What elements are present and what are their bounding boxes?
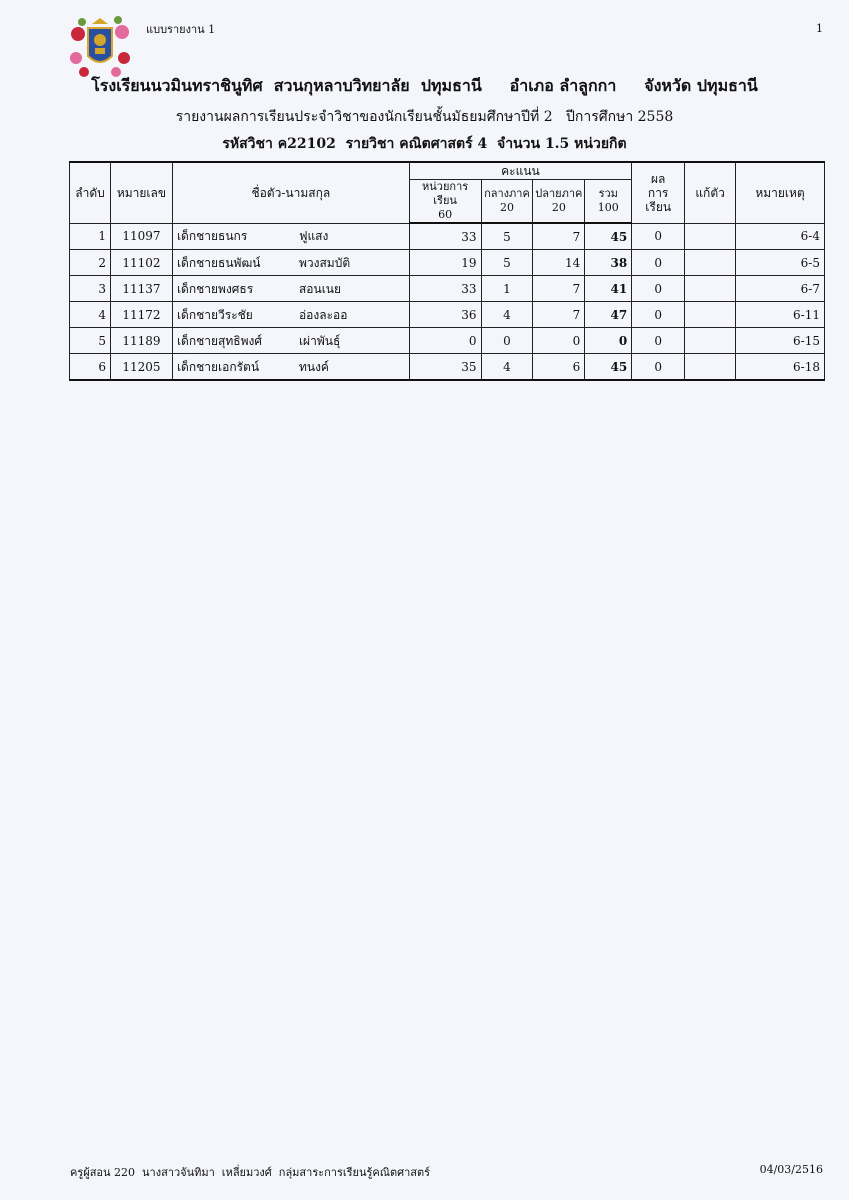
student-last-name: ฟูแสง: [298, 229, 329, 244]
table-row: [70, 328, 825, 354]
cell-id: 11137: [110, 276, 172, 302]
table-row: [70, 354, 825, 381]
cell-name: [172, 328, 409, 354]
cell-result: 0: [632, 223, 685, 250]
cell-unit-score: 19: [409, 250, 481, 276]
cell-midterm-score: 1: [481, 276, 533, 302]
cell-unit-score: 33: [409, 223, 481, 250]
header-midterm-max: 20: [499, 201, 514, 214]
cell-final-score: 6: [533, 354, 585, 381]
header-final-score: [533, 180, 585, 224]
header-final-max: 20: [551, 201, 566, 214]
cell-unit-score: 33: [409, 276, 481, 302]
cell-name: [172, 302, 409, 328]
header-final-label: ปลายภาค: [535, 187, 583, 200]
cell-order: 1: [70, 223, 111, 250]
cell-unit-score: 36: [409, 302, 481, 328]
cell-unit-score: 0: [409, 328, 481, 354]
student-first-name: เด็กชายสุทธิพงศ์: [176, 333, 262, 348]
cell-total-score: 38: [585, 250, 632, 276]
header-order: ลำดับ: [70, 162, 111, 223]
cell-midterm-score: 5: [481, 250, 533, 276]
cell-name: [172, 276, 409, 302]
header-result: [632, 162, 685, 223]
student-first-name: เด็กชายพงศธร: [176, 281, 254, 296]
cell-total-score: 45: [585, 223, 632, 250]
cell-total-score: 45: [585, 354, 632, 381]
cell-note: 6-18: [736, 354, 825, 381]
cell-note: 6-11: [736, 302, 825, 328]
cell-midterm-score: 4: [481, 302, 533, 328]
print-date: 04/03/2516: [759, 1163, 823, 1176]
cell-note: 6-5: [736, 250, 825, 276]
header-result-line1: ผล: [650, 171, 666, 186]
cell-id: 11097: [110, 223, 172, 250]
cell-name: [172, 354, 409, 381]
cell-id: 11172: [110, 302, 172, 328]
student-last-name: สอนเนย: [298, 281, 342, 296]
cell-unit-score: 35: [409, 354, 481, 381]
header-midterm-score: [481, 180, 533, 224]
cell-final-score: 14: [533, 250, 585, 276]
cell-result: 0: [632, 328, 685, 354]
header-score-group: คะแนน: [409, 162, 632, 180]
cell-note: 6-7: [736, 276, 825, 302]
header-total-score: [585, 180, 632, 224]
student-last-name: อ่องละออ: [298, 307, 348, 322]
school-emblem-logo: [68, 14, 132, 80]
cell-midterm-score: 5: [481, 223, 533, 250]
form-label: แบบรายงาน 1: [146, 23, 216, 36]
cell-retake: [685, 250, 736, 276]
page-number: 1: [816, 22, 823, 35]
student-first-name: เด็กชายธนพัฒน์: [176, 255, 261, 270]
cell-retake: [685, 354, 736, 381]
course-info: รหัสวิชา ค22102 รายวิชา คณิตศาสตร์ 4 จำนวน 1.5 หน่วยกิต: [222, 136, 627, 152]
cell-result: 0: [632, 354, 685, 381]
cell-id: 11205: [110, 354, 172, 381]
cell-result: 0: [632, 302, 685, 328]
cell-order: 3: [70, 276, 111, 302]
cell-order: 4: [70, 302, 111, 328]
cell-final-score: 7: [533, 276, 585, 302]
header-retake: แก้ตัว: [685, 162, 736, 223]
student-last-name: ทนงค์: [298, 359, 329, 374]
header-total-label: รวม: [598, 187, 618, 200]
cell-result: 0: [632, 250, 685, 276]
cell-id: 11189: [110, 328, 172, 354]
cell-note: 6-15: [736, 328, 825, 354]
cell-midterm-score: 4: [481, 354, 533, 381]
grades-table: [69, 161, 825, 381]
header-id: หมายเลข: [110, 162, 172, 223]
cell-id: 11102: [110, 250, 172, 276]
header-result-line2: การเรียน: [645, 185, 672, 214]
cell-final-score: 7: [533, 302, 585, 328]
header-midterm-label: กลางภาค: [484, 187, 530, 200]
header-name: ชื่อตัว-นามสกุล: [172, 162, 409, 223]
cell-name: [172, 250, 409, 276]
header-unit-score: [409, 180, 481, 224]
cell-retake: [685, 328, 736, 354]
school-title: โรงเรียนนวมินทราชินูทิศ สวนกุหลาบวิทยาลัย ปทุมธานี อำเภอ ลำลูกกา จังหวัด ปทุมธานี: [91, 76, 758, 95]
cell-order: 6: [70, 354, 111, 381]
cell-name: [172, 223, 409, 250]
student-first-name: เด็กชายเอกรัตน์: [176, 359, 260, 374]
table-row: [70, 276, 825, 302]
cell-retake: [685, 276, 736, 302]
cell-result: 0: [632, 276, 685, 302]
teacher-footer: ครูผู้สอน 220 นางสาวจันทิมา เหลี่ยมวงศ์ กลุ่มสาระการเรียนรู้คณิตศาสตร์: [70, 1166, 431, 1179]
cell-note: 6-4: [736, 223, 825, 250]
cell-order: 2: [70, 250, 111, 276]
student-last-name: พวงสมบัติ: [298, 255, 351, 270]
cell-total-score: 41: [585, 276, 632, 302]
cell-retake: [685, 223, 736, 250]
cell-midterm-score: 0: [481, 328, 533, 354]
cell-final-score: 7: [533, 223, 585, 250]
cell-total-score: 0: [585, 328, 632, 354]
header-unit-label: หน่วยการเรียน: [422, 180, 469, 207]
table-row: [70, 250, 825, 276]
cell-retake: [685, 302, 736, 328]
report-subtitle: รายงานผลการเรียนประจำวิชาของนักเรียนชั้นมัธยมศึกษาปีที่ 2 ปีการศึกษา 2558: [175, 109, 674, 125]
cell-order: 5: [70, 328, 111, 354]
header-unit-max: 60: [438, 208, 453, 221]
student-first-name: เด็กชายธนกร: [176, 229, 248, 244]
cell-total-score: 47: [585, 302, 632, 328]
cell-final-score: 0: [533, 328, 585, 354]
header-total-max: 100: [597, 201, 619, 214]
student-last-name: เผ่าพันธุ์: [298, 333, 341, 348]
student-first-name: เด็กชายวีระชัย: [176, 307, 253, 322]
table-row: [70, 302, 825, 328]
table-row: [70, 223, 825, 250]
header-note: หมายเหตุ: [736, 162, 825, 223]
